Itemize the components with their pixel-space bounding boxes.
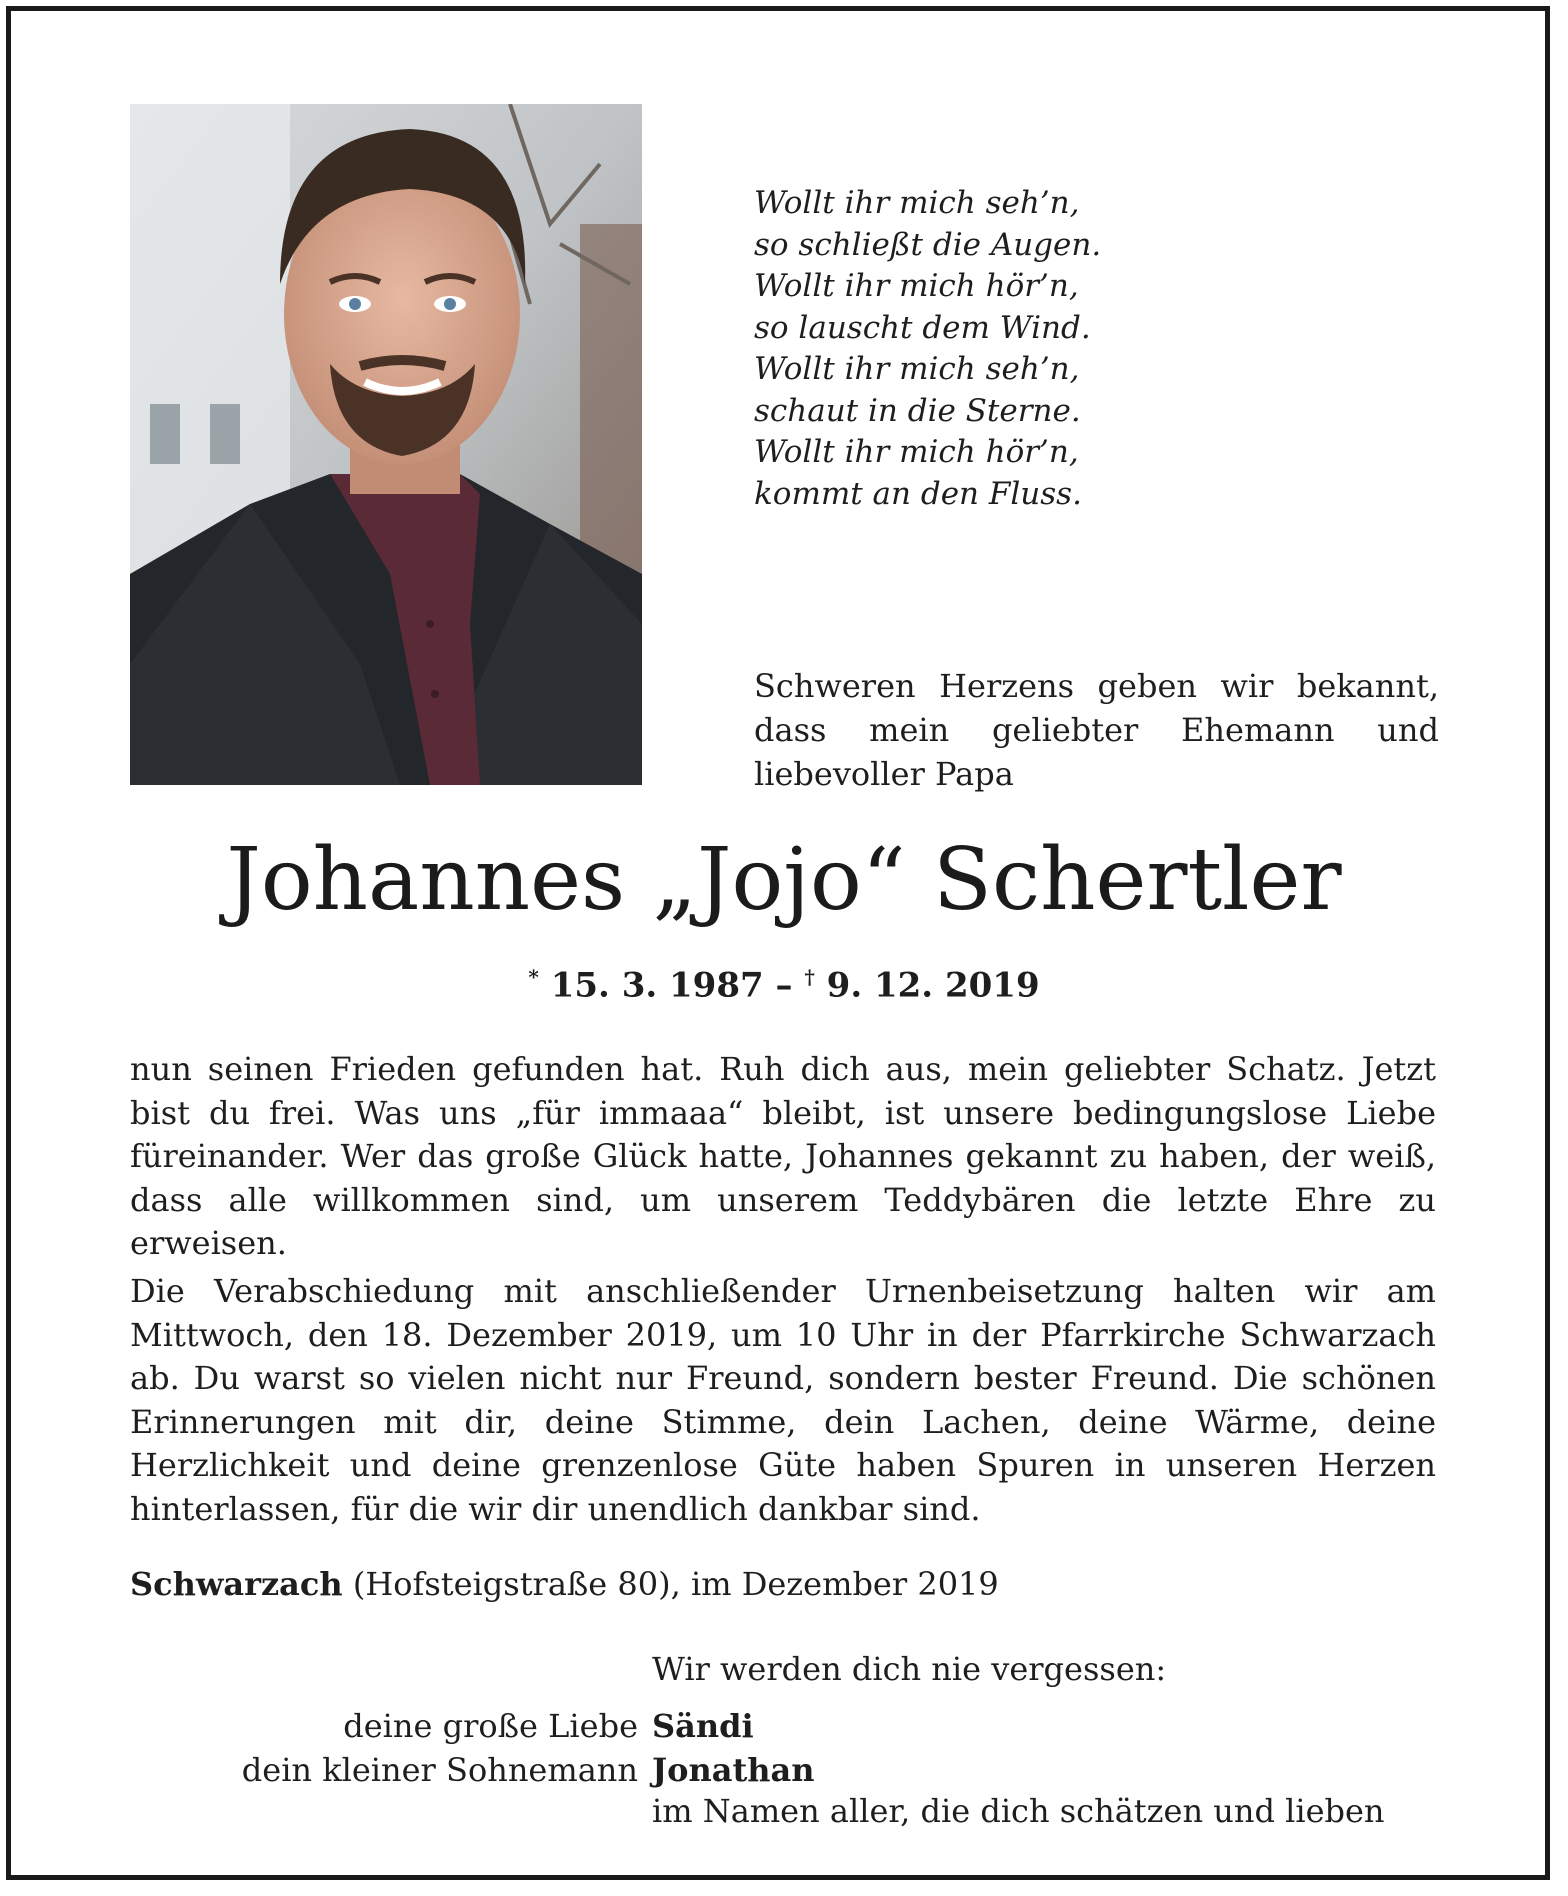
signature-closing: im Namen aller, die dich schätzen und lieben [652, 1792, 1385, 1830]
birth-date: 15. 3. 1987 [550, 965, 764, 1006]
poem-line: so lauscht dem Wind. [754, 309, 1091, 346]
town-name: Schwarzach [130, 1565, 343, 1603]
poem-line: schaut in die Sterne. [754, 392, 1081, 429]
relation-label: dein kleiner Sohnemann [241, 1751, 638, 1789]
death-date: 9. 12. 2019 [826, 965, 1040, 1006]
deceased-name: Johannes „Jojo“ Schertler [226, 830, 1342, 930]
birth-symbol: * [528, 965, 539, 989]
signatory-name: Sändi [652, 1707, 754, 1745]
paragraph-service: Die Verabschiedung mit anschließender Urnenbeisetzung halten wir am Mittwoch, den 18. Dezember 2019, um 10 Uhr in der Pfarrkirche Schwarzach ab. Du warst so vielen nicht nur Freund, sondern bester Freund. Die schönen Erinnerungen mit dir, deine Stimme, dein Lachen, deine Wärme, deine Herzlichkeit und deine grenzenlose Güte haben Spuren in unseren Herzen hinterlassen, für die wir dir unendlich dankbar sind. [130, 1272, 1436, 1528]
life-dates [0, 965, 1568, 1005]
death-symbol: † [804, 965, 815, 989]
portrait-photo [130, 104, 642, 785]
poem [754, 183, 1101, 515]
poem-line: so schließt die Augen. [754, 226, 1102, 263]
place-line [130, 1565, 999, 1603]
poem-line: Wollt ihr mich hör’n, [754, 434, 1079, 470]
date-separator: – [775, 965, 793, 1006]
address-date: (Hofsteigstraße 80), im Dezember 2019 [352, 1565, 999, 1603]
poem-line: Wollt ihr mich seh’n, [754, 185, 1080, 221]
signature-intro: Wir werden dich nie vergessen: [652, 1650, 1167, 1688]
relation-label: deine große Liebe [343, 1707, 638, 1745]
poem-line: Wollt ihr mich seh’n, [754, 351, 1080, 387]
poem-line: Wollt ihr mich hör’n, [754, 268, 1079, 304]
signatory-name: Jonathan [652, 1751, 815, 1789]
announcement-intro: Schweren Herzens geben wir bekannt, dass mein geliebter Ehemann und liebevoller Papa [754, 667, 1439, 793]
poem-line: kommt an den Fluss. [754, 475, 1082, 512]
paragraph-tribute: nun seinen Frieden gefunden hat. Ruh dich aus, mein geliebter Schatz. Jetzt bist du frei. Was uns „für immaaa“ bleibt, ist unsere bedingungslose Liebe füreinander. Wer das große Glück hatte, Johannes gekannt zu haben, der weiß, dass alle willkommen sind, um unserem Teddybären die letzte Ehre zu erweisen. [130, 1050, 1436, 1262]
